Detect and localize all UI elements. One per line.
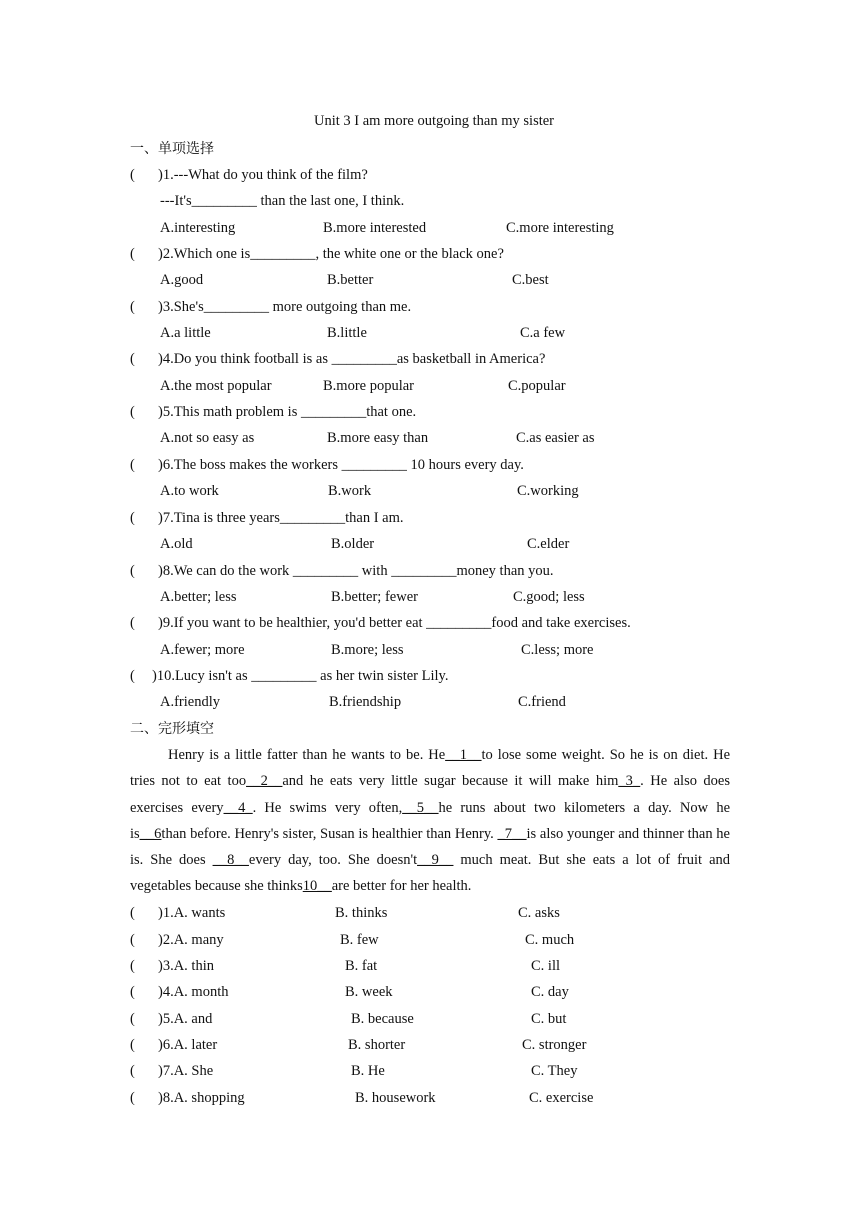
option-c: C. but	[531, 1011, 567, 1027]
option-a: A.fewer; more	[160, 642, 245, 658]
question-8: ( )8.We can do the work _________ with _________money than you.	[130, 563, 554, 579]
option-a: A.to work	[160, 483, 219, 499]
option-c: C.good; less	[513, 589, 585, 605]
question-text: )10.Lucy isn't as _________ as her twin sister Lily.	[152, 668, 449, 684]
option-a: A.the most popular	[160, 378, 272, 394]
blank-7: _7__	[497, 825, 527, 842]
blank-5: __5__	[402, 799, 439, 816]
option-b: B.work	[328, 483, 372, 499]
section-heading-cloze: 二、完形填空	[130, 721, 214, 737]
option-c: C.working	[517, 483, 579, 499]
option-c: C.as easier as	[516, 430, 595, 446]
option-b: B.more easy than	[327, 430, 429, 446]
blank-6: __6	[139, 825, 162, 842]
option-a: A.better; less	[160, 589, 237, 605]
option-a: A.friendly	[160, 694, 220, 710]
question-10: ( )10.Lucy isn't as _________ as her twin sister Lily.	[130, 668, 449, 684]
option-c: C.a few	[520, 325, 566, 341]
question-2: ( )2.Which one is_________, the white one or the black one?	[130, 246, 504, 262]
blank-8: __8__	[212, 852, 249, 869]
option-b: B.better; fewer	[331, 589, 418, 605]
option-b: B.more interested	[323, 220, 427, 236]
blank-9: __9__	[417, 852, 454, 869]
question-1-line-2: ---It's_________ than the last one, I think.	[160, 193, 405, 209]
question-7: ( )7.Tina is three years_________than I am.	[130, 510, 404, 526]
option-c: C.less; more	[521, 642, 594, 658]
cloze-question-7: ( )7.A. She	[130, 1063, 214, 1079]
question-text: )2.Which one is_________, the white one or the black one?	[158, 246, 504, 262]
page-title: Unit 3 I am more outgoing than my sister	[313, 113, 555, 129]
cloze-question-5: ( )5.A. and	[130, 1011, 213, 1027]
question-text: )1.---What do you think of the film?	[158, 167, 368, 183]
blank-1: __1__	[445, 747, 482, 763]
option-c: C.popular	[508, 378, 566, 394]
question-9: ( )9.If you want to be healthier, you'd better eat _________food and take exercises.	[130, 615, 631, 631]
option-c: C. asks	[518, 905, 560, 921]
option-b: B. shorter	[348, 1037, 406, 1053]
question-text: )6.The boss makes the workers _________ 10 hours every day.	[158, 457, 524, 473]
option-c: C. ill	[531, 958, 561, 974]
option-b: B. few	[340, 932, 379, 948]
option-b: B.friendship	[329, 694, 402, 710]
option-b: B. housework	[355, 1090, 436, 1106]
cloze-question-2: ( )2.A. many	[130, 932, 224, 948]
option-a: A.interesting	[160, 220, 236, 236]
option-b: B. because	[351, 1011, 414, 1027]
cloze-question-1: ( )1.A. wants	[130, 905, 226, 921]
cloze-question-8: ( )8.A. shopping	[130, 1090, 245, 1106]
question-text: )3.She's_________ more outgoing than me.	[158, 299, 412, 315]
cloze-passage: Henry is a little fatter than he wants to be. He__1__to lose some weight. So he is on diet. He tries not to eat too__2__and he eats very little sugar because it will make him_3_. He also does exercises every__4_. He swims very often,__5__he runs about two kilometers a day. Now he is__6than before. Henry's sister, Susan is healthier than Henry. _7__is also younger and thinner than he is. She does __8__every day, too. She doesn't__9__ much meat. But she eats a lot of fruit and vegetables because she thinks10__are better for her health.	[130, 747, 731, 895]
option-b: B. thinks	[335, 905, 388, 921]
option-a: A.old	[160, 536, 193, 552]
blank-3: _3_	[618, 773, 641, 790]
cloze-question-4: ( )4.A. month	[130, 984, 229, 1000]
option-c: C. day	[531, 984, 569, 1000]
section-heading-single-choice: 一、单项选择	[130, 141, 214, 157]
option-c: C. exercise	[529, 1090, 594, 1106]
option-c: C. stronger	[522, 1037, 587, 1053]
question-4: ( )4.Do you think football is as _________as basketball in America?	[130, 351, 546, 367]
option-b: B.older	[331, 536, 375, 552]
cloze-question-6: ( )6.A. later	[130, 1037, 218, 1053]
question-5: ( )5.This math problem is _________that one.	[130, 404, 417, 420]
option-b: B.more popular	[323, 378, 415, 394]
question-text: )5.This math problem is _________that one.	[158, 404, 417, 420]
blank-10: 10__	[302, 878, 332, 895]
option-a: A.not so easy as	[160, 430, 255, 446]
question-1: ( )1.---What do you think of the film?	[130, 167, 368, 183]
question-text: )8.We can do the work _________ with _________money than you.	[158, 563, 554, 579]
option-c: C.elder	[527, 536, 570, 552]
option-c: C.friend	[518, 694, 566, 710]
option-c: C. much	[525, 932, 575, 948]
option-b: B.more; less	[331, 642, 404, 658]
option-b: B. fat	[345, 958, 378, 974]
option-c: C.best	[512, 272, 549, 288]
option-c: C.more interesting	[506, 220, 614, 236]
question-3: ( )3.She's_________ more outgoing than me.	[130, 299, 412, 315]
blank-2: __2__	[246, 773, 283, 790]
question-6: ( )6.The boss makes the workers _________ 10 hours every day.	[130, 457, 524, 473]
question-text: )9.If you want to be healthier, you'd better eat _________food and take exercises.	[158, 615, 631, 631]
question-text: )4.Do you think football is as _________as basketball in America?	[158, 351, 546, 367]
cloze-question-3: ( )3.A. thin	[130, 958, 214, 974]
blank-4: __4_	[223, 799, 253, 816]
question-text: )7.Tina is three years_________than I am.	[158, 510, 404, 526]
option-b: B.little	[327, 325, 367, 341]
option-a: A.a little	[160, 325, 211, 341]
option-b: B. He	[351, 1063, 385, 1079]
option-b: B.better	[327, 272, 374, 288]
option-c: C. They	[531, 1063, 578, 1079]
option-a: A.good	[160, 272, 204, 288]
option-b: B. week	[345, 984, 393, 1000]
